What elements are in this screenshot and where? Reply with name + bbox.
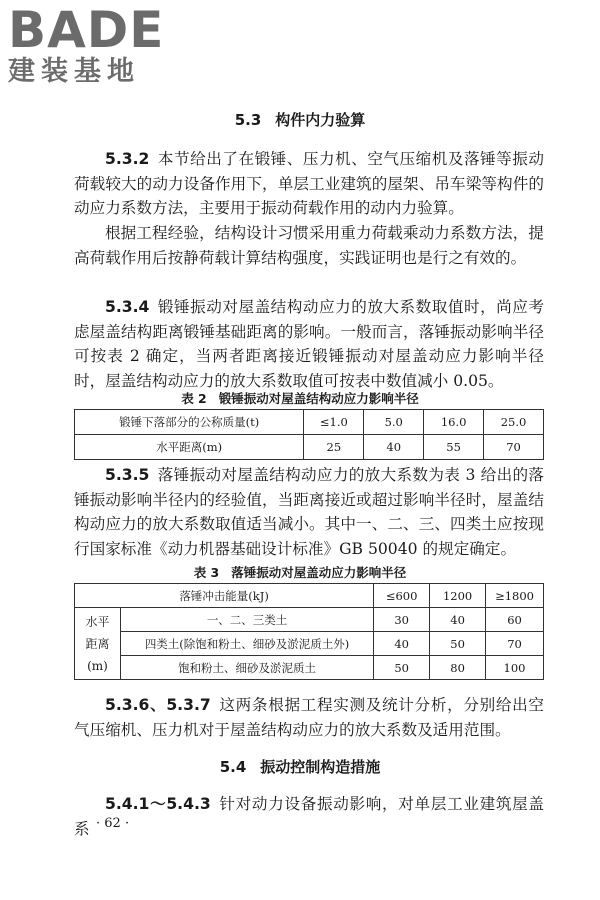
clause-number: 5.4.1～5.4.3: [105, 795, 211, 813]
clause-text: 锻锤振动对屋盖结构动应力的放大系数取值时，尚应考虑屋盖结构距离锻锤基础距离的影响。一般而言，落锤振动影响半径可按表 2 确定，当两者距离接近锻锤振动对屋盖动应力影响半径时，屋盖结构动应力的放大系数取值可按表中数值减小 0.05。: [74, 298, 544, 390]
row-group-label: [75, 608, 121, 680]
table-cell: 40: [374, 632, 430, 656]
clause-5-3-6-5-3-7: [74, 693, 544, 742]
table-cell: 70: [486, 632, 544, 656]
clause-number: 5.3.4: [105, 298, 150, 316]
clause-5-3-4: [74, 295, 544, 393]
header-cell: ≥1800: [486, 584, 544, 608]
table-cell: 80: [430, 656, 486, 680]
publisher-logo: [8, 1, 180, 88]
table-title: 锻锤振动对屋盖结构动应力影响半径: [218, 391, 419, 406]
section-number: 5.3: [234, 111, 262, 129]
row-label: 锻锤下落部分的公称质量(t): [75, 410, 304, 435]
table-cell: 50: [430, 632, 486, 656]
table-cell: 40: [364, 435, 424, 460]
table-cell: 5.0: [364, 410, 424, 435]
clause-text: 本节给出了在锻锤、压力机、空气压缩机及落锤等振动荷载较大的动力设备作用下，单层工业建筑的屋架、吊车梁等构件的动应力系数方法，主要用于振动荷载作用的动内力验算。: [74, 150, 544, 218]
table-3: [74, 583, 544, 680]
table-cell: ≤1.0: [304, 410, 364, 435]
section-number: 5.4: [219, 758, 247, 776]
table-cell: 40: [430, 608, 486, 632]
header-cell: 1200: [430, 584, 486, 608]
clause-5-3-5: [74, 463, 544, 561]
table-cell: 50: [374, 656, 430, 680]
table-cell: 25: [304, 435, 364, 460]
logo-subtitle: 建装基地: [8, 56, 140, 87]
row-label: 四类土(除饱和粉土、细砂及淤泥质土外): [120, 632, 373, 656]
table-title: 落锤振动对屋盖动应力影响半径: [231, 565, 407, 580]
table-cell: 60: [486, 608, 544, 632]
clause-number: 5.3.6、5.3.7: [105, 696, 211, 714]
table-row: [75, 656, 544, 680]
clause-number: 5.3.2: [105, 150, 150, 168]
header-label: 落锤冲击能量(kJ): [75, 584, 374, 608]
row-group-label-line: 距离: [85, 636, 110, 651]
table-number: 表 3: [193, 565, 220, 580]
logo-wordmark: BADE: [8, 1, 165, 59]
clause-text: 这两条根据工程实测及统计分析，分别给出空气压缩机、压力机对于屋盖结构动应力的放大系数及适用范围。: [74, 696, 544, 739]
clause-text: 根据工程经验，结构设计习惯采用重力荷载乘动力系数方法，提高荷载作用后按静荷载计算结构强度，实践证明也是行之有效的。: [74, 224, 544, 267]
section-title: 构件内力验算: [275, 111, 366, 129]
clause-number: 5.3.5: [105, 466, 150, 484]
table-cell: 16.0: [424, 410, 484, 435]
table-cell: 70: [484, 435, 544, 460]
table-row: [75, 435, 544, 460]
page-number: · 62 ·: [96, 816, 130, 831]
section-heading-5-3: [0, 109, 600, 130]
table-cell: 25.0: [484, 410, 544, 435]
clause-5-3-2: [74, 147, 544, 221]
row-label: 一、二、三类土: [120, 608, 373, 632]
row-group-label-line: (m): [87, 658, 108, 673]
row-label: 水平距离(m): [75, 435, 304, 460]
clause-text: 针对动力设备振动影响，对单层工业建筑屋盖系: [74, 795, 544, 838]
table-cell: 30: [374, 608, 430, 632]
clause-5-4-1: [74, 792, 544, 841]
clause-5-3-2-paragraph-2: [74, 221, 544, 270]
table-cell: 55: [424, 435, 484, 460]
table-3-caption: [0, 563, 600, 581]
row-label: 饱和粉土、细砂及淤泥质土: [120, 656, 373, 680]
row-group-label-line: 水平: [85, 614, 110, 629]
table-cell: 100: [486, 656, 544, 680]
table-row: [75, 608, 544, 632]
section-title: 振动控制构造措施: [260, 758, 381, 776]
table-number: 表 2: [181, 391, 207, 406]
clause-text: 落锤振动对屋盖结构动应力的放大系数为表 3 给出的落锤振动影响半径内的经验值，当距离接近或超过影响半径时，屋盖结构动应力的放大系数取值适当减小。其中一、二、三、四类土应按现行国家标准《动力机器基础设计标准》GB 50040 的规定确定。: [74, 466, 544, 558]
table-row: [75, 632, 544, 656]
section-heading-5-4: [0, 756, 600, 777]
table-2-caption: [0, 389, 600, 407]
header-cell: ≤600: [374, 584, 430, 608]
table-row: [75, 584, 544, 608]
table-2: [74, 409, 544, 460]
table-row: [75, 410, 544, 435]
